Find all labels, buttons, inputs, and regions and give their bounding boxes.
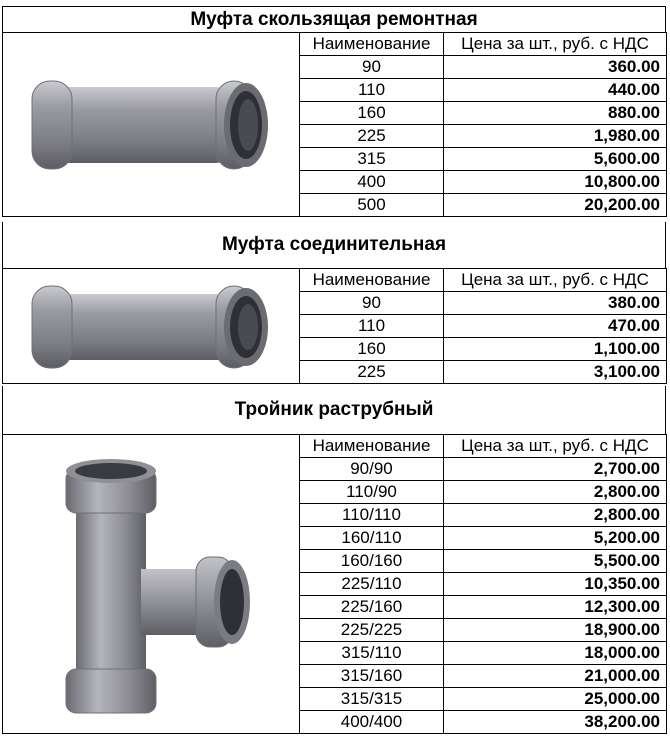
connecting-coupling-icon (26, 274, 276, 379)
sliding-repair-coupling-icon (26, 65, 276, 185)
column-header-price: Цена за шт., руб. с НДС (444, 269, 667, 292)
item-name: 160/110 (300, 527, 444, 550)
item-price: 25,000.00 (444, 688, 667, 711)
item-price: 2,800.00 (444, 481, 667, 504)
item-name: 315 (300, 148, 444, 171)
item-name: 225/225 (300, 619, 444, 642)
item-name: 400 (300, 171, 444, 194)
socket-tee-icon (36, 449, 266, 719)
column-header-price: Цена за шт., руб. с НДС (444, 435, 667, 458)
item-name: 225 (300, 125, 444, 148)
price-table-connecting-coupling (2, 268, 667, 384)
item-name: 160 (300, 338, 444, 361)
item-name: 90 (300, 292, 444, 315)
item-price: 380.00 (444, 292, 667, 315)
item-price: 10,350.00 (444, 573, 667, 596)
item-price: 20,200.00 (444, 194, 667, 217)
sliding-repair-coupling-image (3, 33, 300, 217)
item-name: 110 (300, 315, 444, 338)
item-price: 2,700.00 (444, 458, 667, 481)
price-table-sliding-coupling (2, 32, 667, 217)
item-name: 315/315 (300, 688, 444, 711)
item-price: 1,980.00 (444, 125, 667, 148)
item-price: 12,300.00 (444, 596, 667, 619)
item-price: 18,900.00 (444, 619, 667, 642)
socket-tee-image (3, 435, 300, 734)
item-price: 440.00 (444, 79, 667, 102)
item-name: 90/90 (300, 458, 444, 481)
item-price: 5,600.00 (444, 148, 667, 171)
section-title: Муфта соединительная (2, 222, 666, 268)
section-title: Муфта скользящая ремонтная (2, 6, 666, 32)
item-price: 5,500.00 (444, 550, 667, 573)
item-name: 225 (300, 361, 444, 384)
price-table-socket-tee (2, 434, 667, 734)
item-price: 880.00 (444, 102, 667, 125)
item-price: 2,800.00 (444, 504, 667, 527)
item-name: 90 (300, 56, 444, 79)
item-price: 21,000.00 (444, 665, 667, 688)
item-name: 160/160 (300, 550, 444, 573)
column-header-name: Наименование (300, 435, 444, 458)
connecting-coupling-image (3, 269, 300, 384)
item-price: 470.00 (444, 315, 667, 338)
item-name: 110/90 (300, 481, 444, 504)
item-name: 500 (300, 194, 444, 217)
item-name: 110/110 (300, 504, 444, 527)
item-name: 225/160 (300, 596, 444, 619)
section-title: Тройник раструбный (2, 386, 666, 434)
column-header-price: Цена за шт., руб. с НДС (444, 33, 667, 56)
item-price: 38,200.00 (444, 711, 667, 734)
item-price: 3,100.00 (444, 361, 667, 384)
column-header-name: Наименование (300, 269, 444, 292)
item-name: 110 (300, 79, 444, 102)
item-name: 160 (300, 102, 444, 125)
item-name: 315/110 (300, 642, 444, 665)
item-price: 18,000.00 (444, 642, 667, 665)
column-header-name: Наименование (300, 33, 444, 56)
item-price: 1,100.00 (444, 338, 667, 361)
item-name: 400/400 (300, 711, 444, 734)
item-price: 10,800.00 (444, 171, 667, 194)
item-price: 360.00 (444, 56, 667, 79)
item-name: 315/160 (300, 665, 444, 688)
item-price: 5,200.00 (444, 527, 667, 550)
item-name: 225/110 (300, 573, 444, 596)
